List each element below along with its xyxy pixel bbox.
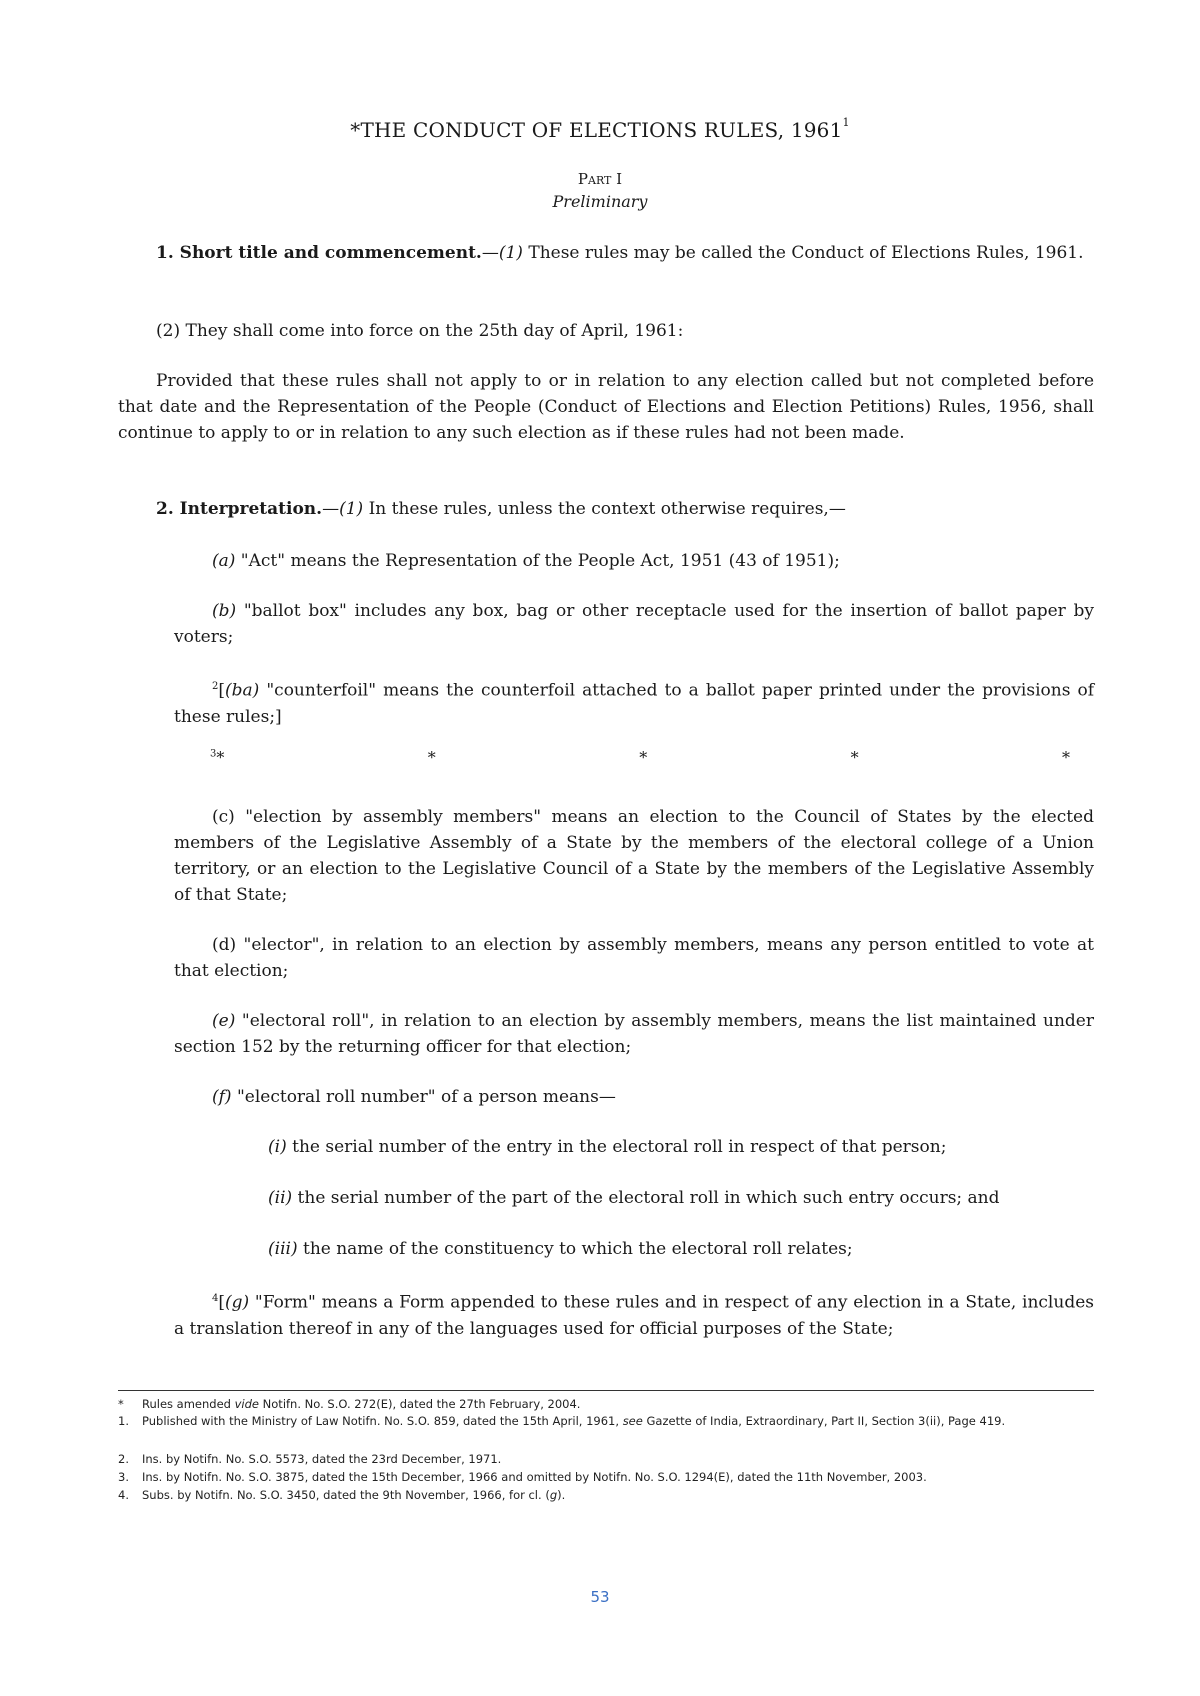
footnote-text: Gazette of India, Extraordinary, Part II, Section 3(ii), Page 419. [642,1414,1006,1428]
clause-number: (1) [339,499,364,519]
definition-g [174,1286,1094,1342]
definition-label: (a) [212,551,236,571]
rule-1-clause-2: (2) They shall come into force on the 25th day of April, 1961: [156,321,684,341]
definition-text: "electoral roll number" of a person means— [231,1087,616,1107]
footnote-text: Notifn. No. S.O. 272(E), dated the 27th February, 2004. [259,1397,581,1411]
sub-clause-text: the serial number of the entry in the electoral roll in respect of that person; [286,1137,947,1157]
footnote-mark: 1. [118,1414,129,1428]
footnote-4 [118,1487,1094,1503]
omission-star: * [850,748,859,767]
bracket: [ [218,680,226,701]
footnote-text: Ins. by Notifn. No. S.O. 5573, dated the 23rd December, 1971. [142,1452,502,1466]
omission-star: * [639,748,648,767]
sub-clause-text: the name of the constituency to which the electoral roll relates; [297,1239,853,1259]
definition-a [174,548,1094,574]
definition-ba [174,674,1094,730]
title-footnote-ref: 1 [842,116,850,130]
footnote-mark: 2. [118,1452,129,1466]
definition-text: "Form" means a Form appended to these rules and in respect of any election in a State, includes a translation thereof in any of the languages used for official purposes of the State; [174,1292,1094,1339]
definition-d: (d) "elector", in relation to an election by assembly members, means any person entitled to vote at that election; [174,935,1094,981]
footnote-text: Subs. by Notifn. No. S.O. 3450, dated the 9th November, 1966, for cl. ( [142,1488,550,1502]
page-number: 53 [590,1588,610,1606]
footnote-text: Ins. by Notifn. No. S.O. 3875, dated the 15th December, 1966 and omitted by Notifn. No. S.O. 1294(E), dated the 11th November, 2003. [142,1470,927,1484]
footnote-divider [118,1390,1094,1391]
clause-text: In these rules, unless the context otherwise requires,— [363,499,846,519]
definition-f-iii [230,1236,1094,1262]
clause-number: (1) [498,243,523,263]
definition-label: (f) [212,1087,232,1107]
footnote-text: ). [557,1488,566,1502]
footnote-star [118,1396,1094,1412]
definition-f-ii [230,1185,1094,1211]
page-title [0,118,1200,142]
rule-2-number: 2. [156,499,174,519]
rule-2-heading: Interpretation. [179,499,323,519]
definition-text: "Act" means the Representation of the People Act, 1951 (43 of 1951); [235,551,840,571]
definition-label: (g) [225,1292,250,1313]
footnote-3 [118,1469,1094,1485]
part-subtitle: Preliminary [552,192,648,211]
footnote-italic: vide [234,1397,260,1411]
definition-e [174,1008,1094,1060]
bracket: [ [218,1292,226,1313]
definition-text: "counterfoil" means the counterfoil attached to a ballot paper printed under the provisions of these rules;] [174,680,1094,727]
dash: — [322,499,340,519]
sub-clause-label: (ii) [268,1188,293,1208]
footnote-1 [118,1413,1094,1429]
footnote-text: Published with the Ministry of Law Notifn. No. S.O. 859, dated the 15th April, 1961, [142,1414,623,1428]
footnote-ref: 3 [210,748,217,760]
sub-clause-label: (i) [268,1137,287,1157]
rule-1-proviso: Provided that these rules shall not apply to or in relation to any election called but not completed before that date and the Representation of the People (Conduct of Elections and Election Petitions) Rules, 1956, shall continue to apply to or in relation to any such election as if these rules had not been made. [118,371,1094,443]
definition-label: (ba) [225,680,260,701]
title-text: *THE CONDUCT OF ELECTIONS RULES, 1961 [350,118,843,142]
footnote-mark: 3. [118,1470,129,1484]
rule-1-number: 1. [156,243,174,263]
omission-star: * [427,748,436,767]
footnote-ref: 2 [212,681,219,692]
definition-label: (e) [212,1011,236,1031]
definition-f [174,1084,1094,1110]
footnote-mark: 4. [118,1488,129,1502]
omission-stars [210,748,1070,767]
definition-text: "ballot box" includes any box, bag or other receptacle used for the insertion of ballot paper by voters; [174,601,1094,647]
sub-clause-text: the serial number of the part of the electoral roll in which such entry occurs; and [292,1188,1000,1208]
definition-label: (b) [212,601,237,621]
part-heading: Part I [577,170,623,188]
sub-clause-label: (iii) [268,1239,298,1259]
footnote-text: Rules amended [142,1397,235,1411]
rule-1-heading: Short title and commencement. [179,243,482,263]
definition-f-i [230,1134,1094,1160]
clause-text: These rules may be called the Conduct of Elections Rules, 1961. [522,243,1084,263]
rule-1-clause-1 [118,240,1094,266]
footnote-ref: 4 [212,1293,219,1304]
star: * [216,748,225,767]
definition-text: "electoral roll", in relation to an election by assembly members, means the list maintained under section 152 by the returning officer for that election; [174,1011,1094,1057]
dash: — [481,243,499,263]
rule-2-intro [118,496,1094,522]
footnote-italic: see [622,1414,643,1428]
footnote-mark: * [118,1397,124,1411]
definition-c: (c) "election by assembly members" means an election to the Council of States by the elected members of the Legislative Assembly of a State by the members of the electoral college of a Union territory, or an election to the Legislative Council of a State by the members of the Legislative Assembly of that State; [174,807,1094,905]
omission-star [210,748,224,767]
omission-star: * [1062,748,1070,767]
definition-b [174,598,1094,650]
footnote-italic: g [549,1488,558,1502]
footnote-2 [118,1451,1094,1467]
